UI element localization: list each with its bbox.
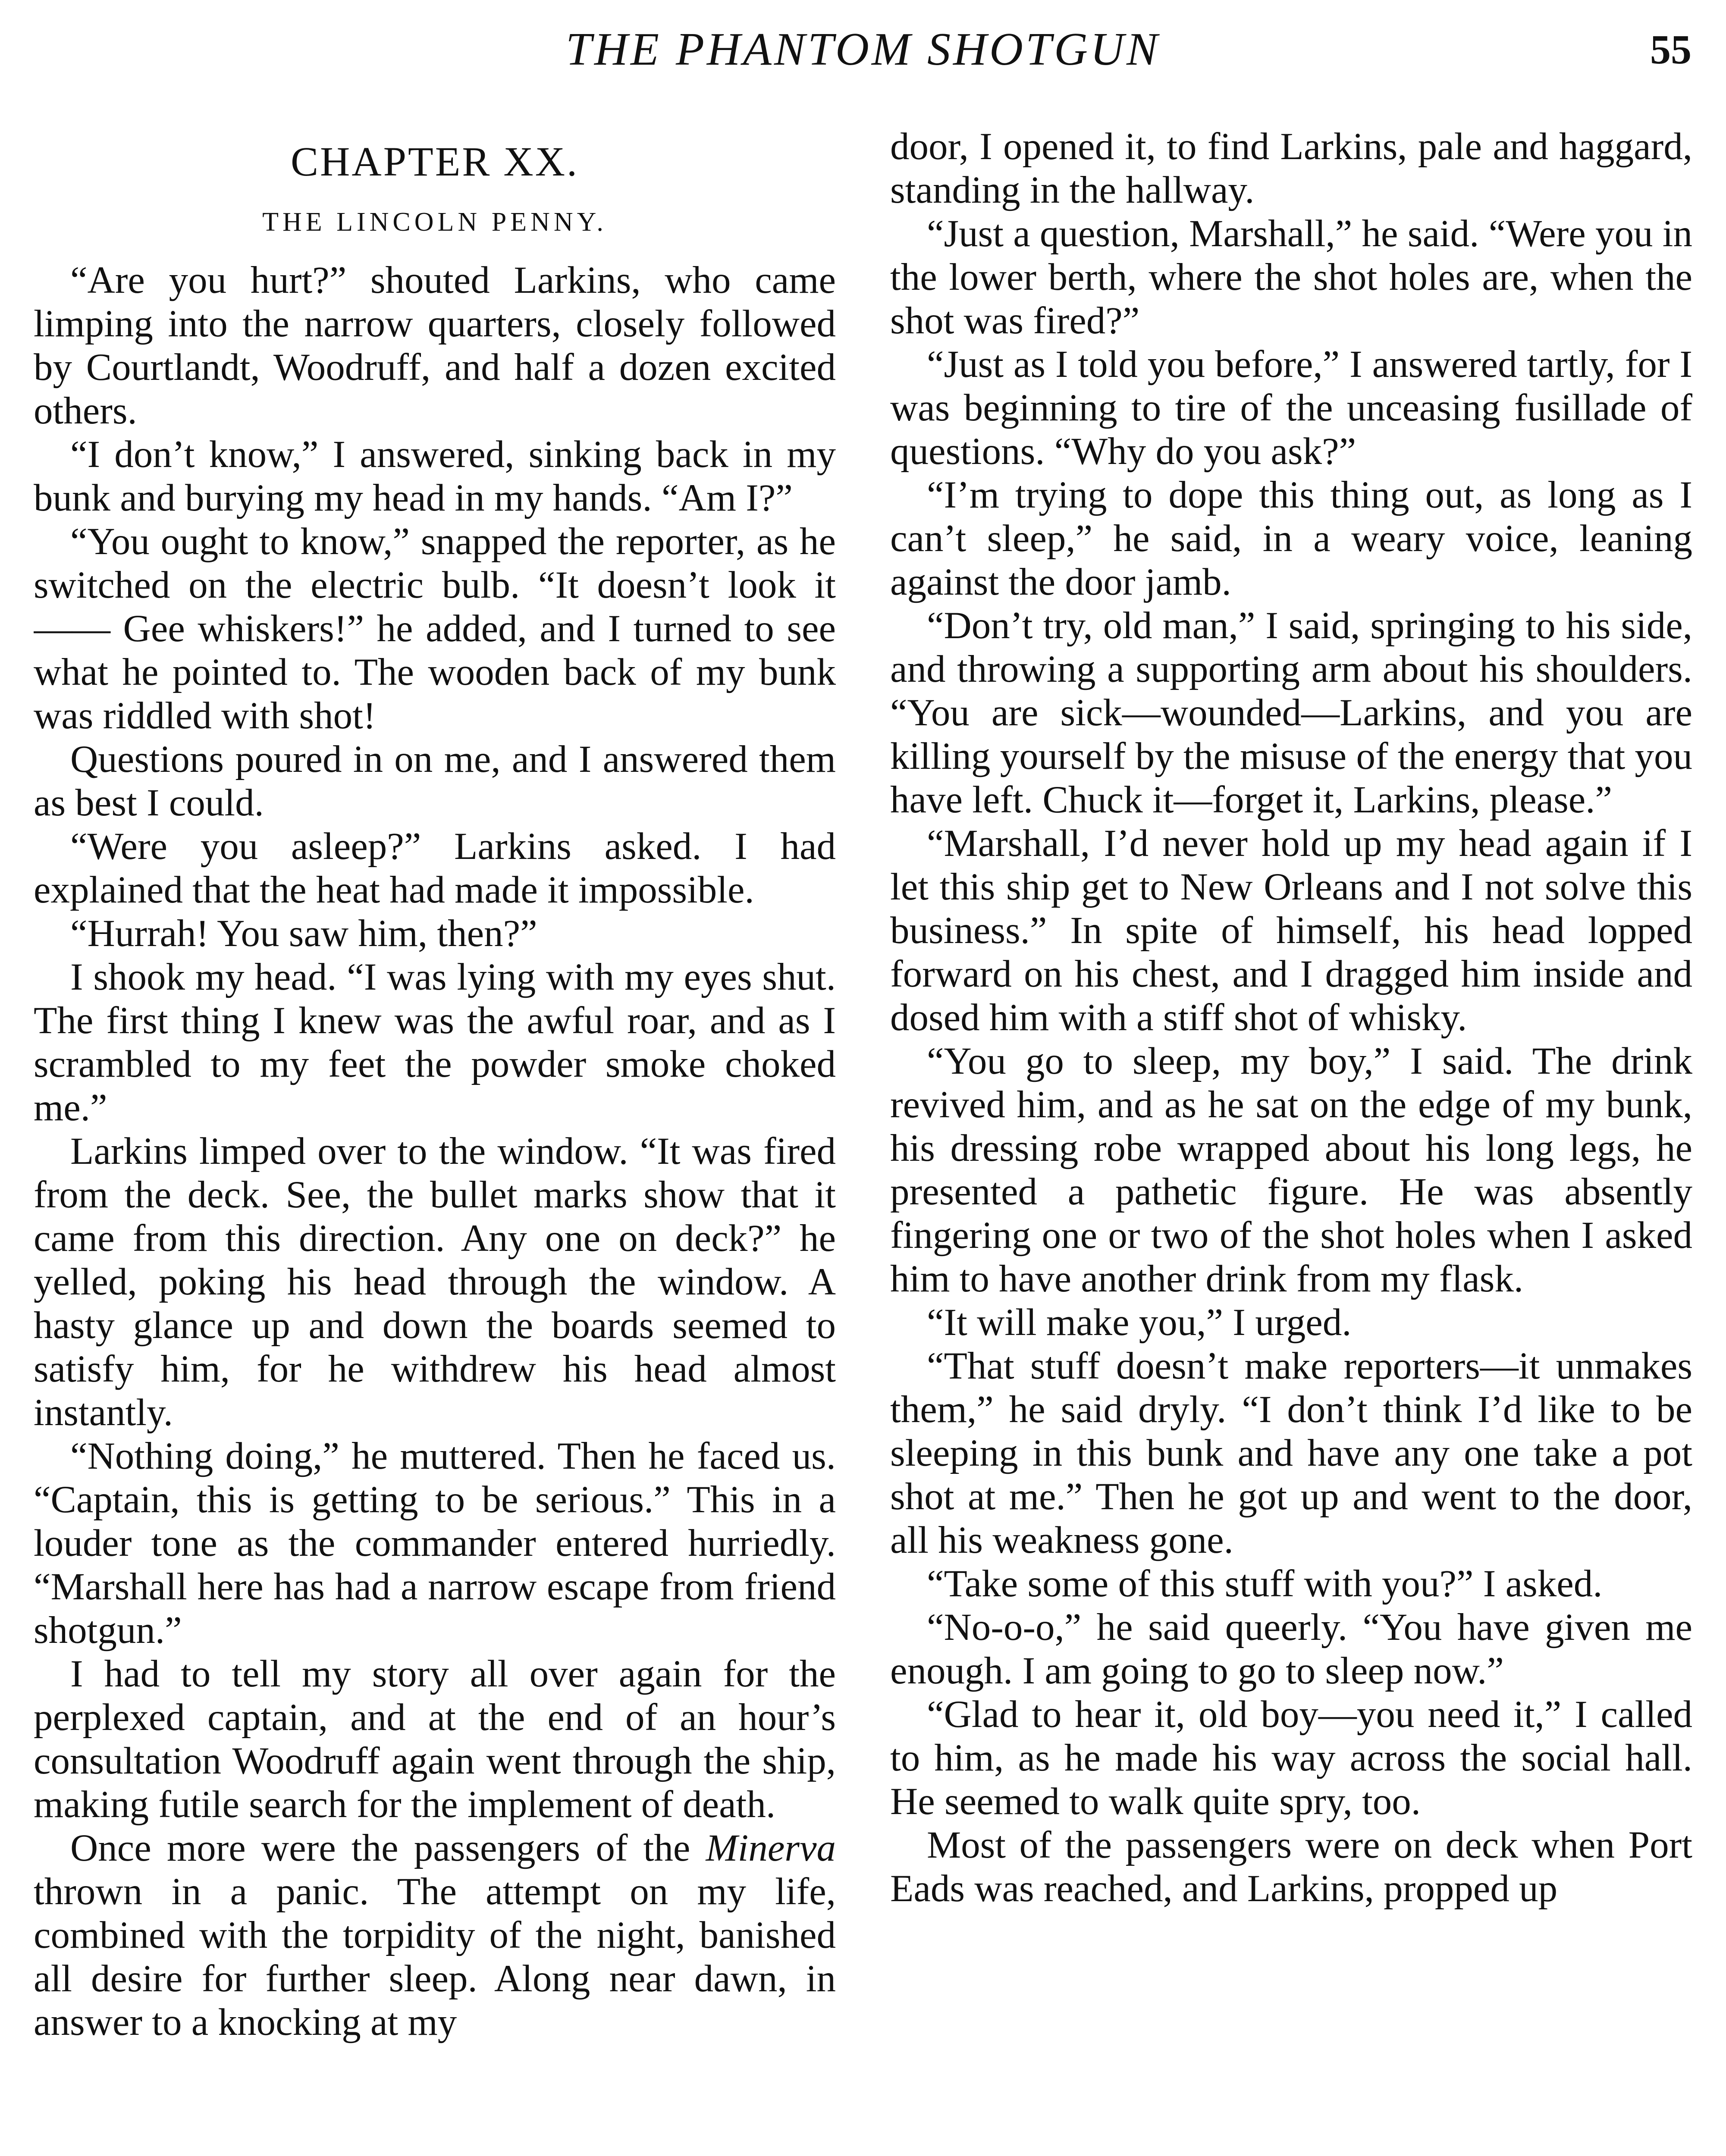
chapter-subtitle: THE LINCOLN PENNY. xyxy=(262,207,607,237)
paragraph: door, I opened it, to find Larkins, pale and haggard, standing in the hallway. xyxy=(890,125,1692,211)
paragraph: “Just as I told you before,” I answered tartly, for I was beginning to tire of the unceasing fusillade of questions. “Why do you ask?” xyxy=(890,343,1692,473)
running-title: THE PHANTOM SHOTGUN xyxy=(565,24,1161,75)
text-run: Once more were the passengers of the xyxy=(70,1827,706,1869)
paragraph: “Glad to hear it, old boy—you need it,” I called to him, as he made his way across the social hall. He seemed to walk quite spry, too. xyxy=(890,1693,1692,1823)
paragraph: “Don’t try, old man,” I said, springing to his side, and throwing a supporting arm about his shoulders. “You are sick—wounded—Larkins, and you are killing yourself by the misuse of the energy that you have left. Chuck it—forget it, Larkins, please.” xyxy=(890,605,1692,821)
ship-name: Minerva xyxy=(706,1827,836,1869)
paragraph: Questions poured in on me, and I answered them as best I could. xyxy=(34,738,836,824)
paragraph: “That stuff doesn’t make reporters—it unmakes them,” he said dryly. “I don’t think I’d like to be sleeping in this bunk and have any one take a pot shot at me.” Then he got up and went to the door, all his weakness gone. xyxy=(890,1345,1692,1561)
paragraph: “Were you asleep?” Larkins asked. I had explained that the heat had made it impossible. xyxy=(34,825,836,911)
paragraph: “You ought to know,” snapped the reporter, as he switched on the electric bulb. “It doesn’t look it—— Gee whiskers!” he added, and I turned to see what he pointed to. The wooden back of my bunk was riddled with shot! xyxy=(34,520,836,737)
paragraph: “No-o-o,” he said queerly. “You have given me enough. I am going to go to sleep now.” xyxy=(890,1606,1692,1692)
paragraph: Larkins limped over to the window. “It was fired from the deck. See, the bullet marks show that it came from this direction. Any one on deck?” he yelled, poking his head through the window. A hasty glance up and down the boards seemed to satisfy him, for he withdrew his head almost instantly. xyxy=(34,1130,836,1434)
paragraph: “Just a question, Marshall,” he said. “Were you in the lower berth, where the shot holes are, when the shot was fired?” xyxy=(890,213,1692,342)
text-run: thrown in a panic. The attempt on my life, combined with the torpidity of the night, banished all desire for further sleep. Along near dawn, in answer to a knocking at my xyxy=(34,1871,836,2043)
right-column xyxy=(890,125,1692,2156)
paragraph: “Nothing doing,” he muttered. Then he faced us. “Captain, this is getting to be serious.” This in a louder tone as the commander entered hurriedly. “Marshall here has had a narrow escape from friend shotgun.” xyxy=(34,1435,836,1651)
left-column xyxy=(34,125,836,2156)
paragraph: Most of the passengers were on deck when Port Eads was reached, and Larkins, propped up xyxy=(890,1824,1692,1910)
paragraph: “You go to sleep, my boy,” I said. The drink revived him, and as he sat on the edge of my bunk, his dressing robe wrapped about his long legs, he presented a pathetic figure. He was absently fingering one or two of the shot holes when I asked him to have another drink from my flask. xyxy=(890,1040,1692,1300)
paragraph: “It will make you,” I urged. xyxy=(927,1301,1352,1344)
page-number: 55 xyxy=(1650,26,1691,72)
paragraph: “I’m trying to dope this thing out, as long as I can’t sleep,” he said, in a weary voice, leaning against the door jamb. xyxy=(890,474,1692,603)
paragraph: “I don’t know,” I answered, sinking back in my bunk and burying my head in my hands. “Am I?” xyxy=(34,433,836,519)
paragraph: “Hurrah! You saw him, then?” xyxy=(70,912,537,955)
paragraph: “Take some of this stuff with you?” I asked. xyxy=(927,1563,1603,1605)
paragraph: “Marshall, I’d never hold up my head again if I let this ship get to New Orleans and I not solve this business.” In spite of himself, his head lopped forward on his chest, and I dragged him inside and dosed him with a stiff shot of whisky. xyxy=(890,822,1692,1039)
paragraph: I had to tell my story all over again for the perplexed captain, and at the end of an hour’s consultation Woodruff again went through the ship, making futile search for the implement of death. xyxy=(34,1653,836,1826)
page-header xyxy=(0,17,1726,91)
chapter-title: CHAPTER XX. xyxy=(290,138,579,185)
paragraph: “Are you hurt?” shouted Larkins, who came limping into the narrow quarters, closely followed by Courtlandt, Woodruff, and half a dozen excited others. xyxy=(34,259,836,432)
paragraph xyxy=(34,1827,836,2044)
paragraph: I shook my head. “I was lying with my eyes shut. The first thing I knew was the awful roar, and as I scrambled to my feet the powder smoke choked me.” xyxy=(34,956,836,1129)
